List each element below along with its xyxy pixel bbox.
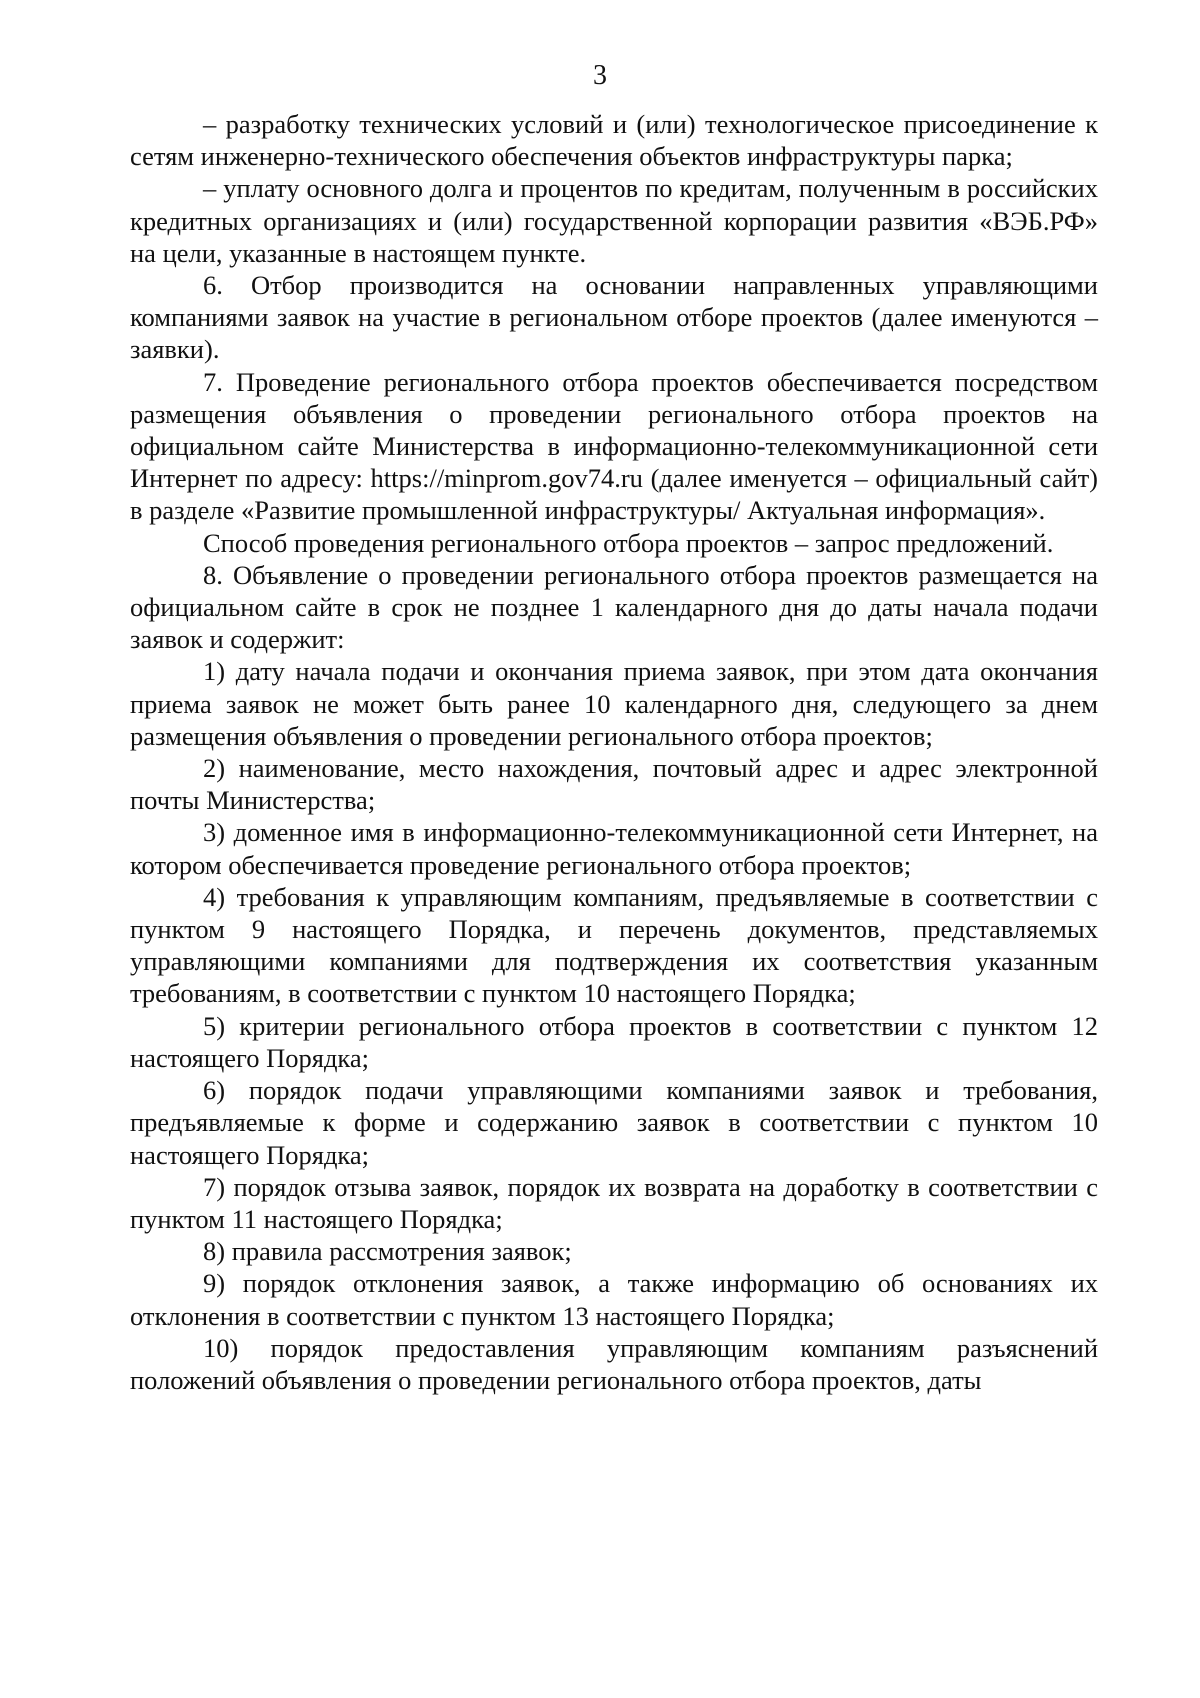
list-item-4: 4) требования к управляющим компаниям, предъявляемые в соответствии с пунктом 9 настоящего Порядка, и перечень документов, представляемых управляющими компаниями для подтверждения их соответствия указанным требованиям, в соответствии с пунктом 10 настоящего Порядка; [130,881,1098,1009]
list-item-9: 9) порядок отклонения заявок, а также информацию об основаниях их отклонения в соответствии с пунктом 13 настоящего Порядка; [130,1268,1098,1331]
paragraph-technical-conditions: – разработку технических условий и (или) технологическое присоединение к сетям инженерно-технического обеспечения объектов инфраструктуры парка; [130,109,1098,172]
list-item-7: 7) порядок отзыва заявок, порядок их возврата на доработку в соответствии с пунктом 11 настоящего Порядка; [130,1171,1098,1234]
paragraph-loan-repayment: – уплату основного долга и процентов по кредитам, полученным в российских кредитных организациях и (или) государственной корпорации развития «ВЭБ.РФ» на цели, указанные в настоящем пункте. [130,173,1098,268]
list-item-5: 5) критерии регионального отбора проектов в соответствии с пунктом 12 настоящего Порядка; [130,1010,1098,1073]
list-item-3: 3) доменное имя в информационно-телекоммуникационной сети Интернет, на котором обеспечивается проведение регионального отбора проектов; [130,817,1098,880]
paragraph-selection-method: Способ проведения регионального отбора проектов – запрос предложений. [203,527,1054,558]
paragraph-item-8: 8. Объявление о проведении регионального отбора проектов размещается на официальном сайте в срок не позднее 1 календарного дня до даты начала подачи заявок и содержит: [130,559,1098,655]
paragraph-item-6: 6. Отбор производится на основании направленных управляющими компаниями заявок на участие в региональном отборе проектов (далее именуются – заявки). [130,270,1098,365]
page-number: 3 [593,60,607,91]
list-item-2: 2) наименование, место нахождения, почтовый адрес и адрес электронной почты Министерства; [130,753,1098,816]
list-item-8: 8) правила рассмотрения заявок; [203,1236,572,1267]
list-item-6: 6) порядок подачи управляющими компаниями заявок и требования, предъявляемые к форме и содержанию заявок в соответствии с пунктом 10 настоящего Порядка; [130,1075,1098,1170]
document-body [130,108,1098,1396]
list-item-10: 10) порядок предоставления управляющим компаниям разъяснений положений объявления о проведении регионального отбора проектов, даты [130,1332,1098,1395]
paragraph-item-7: 7. Проведение регионального отбора проектов обеспечивается посредством размещения объявления о проведении регионального отбора проектов на официальном сайте Министерства в информационно-телекоммуникационной сети Интернет по адресу: https://minprom.gov74.ru (далее именуется – официальный сайт) в разделе «Развитие промышленной инфраструктуры/ Актуальная информация». [130,366,1098,526]
list-item-1: 1) дату начала подачи и окончания приема заявок, при этом дата окончания приема заявок не может быть ранее 10 календарного дня, следующего за днем размещения объявления о проведении регионального отбора проектов; [130,656,1098,751]
